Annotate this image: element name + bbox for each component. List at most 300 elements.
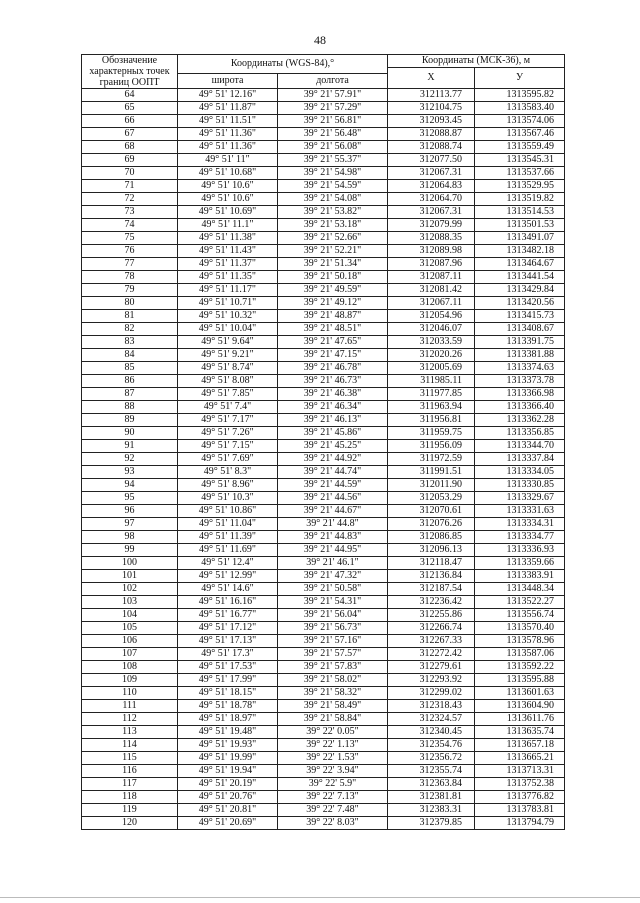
msk36-group-header: Координаты (МСК-36), м [388,55,565,68]
point-id-cell: 86 [82,375,178,388]
x-coordinate-cell: 311956.81 [388,414,475,427]
y-coordinate-cell: 1313491.07 [475,232,565,245]
x-coordinate-cell: 312324.57 [388,713,475,726]
longitude-cell: 39° 21' 53.18" [278,219,388,232]
y-coordinate-cell: 1313635.74 [475,726,565,739]
table-row [82,388,565,401]
point-id-cell: 111 [82,700,178,713]
table-row [82,544,565,557]
x-coordinate-cell: 312089.98 [388,245,475,258]
x-coordinate-cell: 312356.72 [388,752,475,765]
table-row [82,297,565,310]
x-column-header: X [388,68,475,89]
point-id-cell: 114 [82,739,178,752]
x-coordinate-cell: 312093.45 [388,115,475,128]
x-coordinate-cell: 311985.11 [388,375,475,388]
table-row [82,440,565,453]
y-coordinate-cell: 1313381.88 [475,349,565,362]
y-coordinate-cell: 1313336.93 [475,544,565,557]
x-coordinate-cell: 312054.96 [388,310,475,323]
latitude-cell: 49° 51' 20.69" [178,817,278,830]
longitude-cell: 39° 22' 8.03" [278,817,388,830]
x-coordinate-cell: 312104.75 [388,102,475,115]
y-coordinate-cell: 1313501.53 [475,219,565,232]
y-coordinate-cell: 1313331.63 [475,505,565,518]
longitude-cell: 39° 22' 7.48" [278,804,388,817]
y-coordinate-cell: 1313391.75 [475,336,565,349]
longitude-cell: 39° 21' 47.32" [278,570,388,583]
x-coordinate-cell: 312363.84 [388,778,475,791]
point-id-cell: 101 [82,570,178,583]
y-coordinate-cell: 1313374.63 [475,362,565,375]
longitude-cell: 39° 21' 45.25" [278,440,388,453]
longitude-cell: 39° 21' 56.04" [278,609,388,622]
point-id-cell: 113 [82,726,178,739]
longitude-cell: 39° 21' 54.98" [278,167,388,180]
longitude-cell: 39° 21' 48.87" [278,310,388,323]
x-coordinate-cell: 312067.11 [388,297,475,310]
x-coordinate-cell: 312236.42 [388,596,475,609]
latitude-cell: 49° 51' 7.26" [178,427,278,440]
point-id-cell: 110 [82,687,178,700]
point-id-cell: 97 [82,518,178,531]
x-coordinate-cell: 312096.13 [388,544,475,557]
table-row [82,271,565,284]
latitude-cell: 49° 51' 11" [178,154,278,167]
point-id-cell: 94 [82,479,178,492]
point-id-cell: 81 [82,310,178,323]
x-coordinate-cell: 312046.07 [388,323,475,336]
table-row [82,557,565,570]
table-row [82,219,565,232]
latitude-cell: 49° 51' 19.48" [178,726,278,739]
x-coordinate-cell: 312064.70 [388,193,475,206]
point-id-cell: 118 [82,791,178,804]
latitude-cell: 49° 51' 18.15" [178,687,278,700]
y-coordinate-cell: 1313373.78 [475,375,565,388]
point-id-cell: 108 [82,661,178,674]
y-coordinate-cell: 1313574.06 [475,115,565,128]
point-id-cell: 69 [82,154,178,167]
point-id-cell: 105 [82,622,178,635]
latitude-cell: 49° 51' 19.99" [178,752,278,765]
longitude-cell: 39° 21' 55.37" [278,154,388,167]
y-coordinate-cell: 1313545.31 [475,154,565,167]
point-id-cell: 82 [82,323,178,336]
x-coordinate-cell: 312299.02 [388,687,475,700]
latitude-cell: 49° 51' 12.16" [178,89,278,102]
x-coordinate-cell: 312088.74 [388,141,475,154]
longitude-cell: 39° 22' 7.13" [278,791,388,804]
table-row [82,141,565,154]
point-id-cell: 65 [82,102,178,115]
latitude-cell: 49° 51' 8.08" [178,375,278,388]
longitude-cell: 39° 21' 58.84" [278,713,388,726]
y-coordinate-cell: 1313776.82 [475,791,565,804]
table-row [82,245,565,258]
longitude-cell: 39° 21' 46.73" [278,375,388,388]
page-number: 48 [314,33,326,47]
y-coordinate-cell: 1313334.31 [475,518,565,531]
longitude-cell: 39° 21' 56.08" [278,141,388,154]
table-row [82,661,565,674]
x-coordinate-cell: 312255.86 [388,609,475,622]
x-coordinate-cell: 312087.11 [388,271,475,284]
latitude-cell: 49° 51' 11.1" [178,219,278,232]
latitude-cell: 49° 51' 10.68" [178,167,278,180]
x-coordinate-cell: 311959.75 [388,427,475,440]
table-row [82,583,565,596]
longitude-cell: 39° 21' 52.66" [278,232,388,245]
latitude-cell: 49° 51' 11.36" [178,128,278,141]
point-id-cell: 77 [82,258,178,271]
x-coordinate-cell: 312187.54 [388,583,475,596]
y-coordinate-cell: 1313330.85 [475,479,565,492]
table-row [82,466,565,479]
latitude-cell: 49° 51' 10.86" [178,505,278,518]
longitude-cell: 39° 21' 57.57" [278,648,388,661]
point-id-cell: 87 [82,388,178,401]
point-id-cell: 119 [82,804,178,817]
latitude-cell: 49° 51' 11.51" [178,115,278,128]
y-coordinate-cell: 1313537.66 [475,167,565,180]
longitude-cell: 39° 21' 53.82" [278,206,388,219]
longitude-cell: 39° 21' 46.38" [278,388,388,401]
point-id-cell: 120 [82,817,178,830]
longitude-cell: 39° 21' 58.32" [278,687,388,700]
x-coordinate-cell: 312088.87 [388,128,475,141]
table-row [82,570,565,583]
y-coordinate-cell: 1313514.53 [475,206,565,219]
y-coordinate-cell: 1313783.81 [475,804,565,817]
table-row [82,115,565,128]
longitude-cell: 39° 22' 5.9" [278,778,388,791]
point-column-header: Обозначение характерных точек границ ООПТ [82,55,178,89]
x-coordinate-cell: 312279.61 [388,661,475,674]
latitude-cell: 49° 51' 11.04" [178,518,278,531]
x-coordinate-cell: 312033.59 [388,336,475,349]
point-id-cell: 83 [82,336,178,349]
table-row [82,349,565,362]
wgs84-group-header: Координаты (WGS-84),° [178,55,388,74]
longitude-cell: 39° 21' 54.08" [278,193,388,206]
point-id-cell: 74 [82,219,178,232]
y-coordinate-cell: 1313601.63 [475,687,565,700]
x-coordinate-cell: 312318.43 [388,700,475,713]
latitude-cell: 49° 51' 7.17" [178,414,278,427]
latitude-cell: 49° 51' 9.21" [178,349,278,362]
point-id-cell: 80 [82,297,178,310]
y-coordinate-cell: 1313448.34 [475,583,565,596]
point-id-cell: 115 [82,752,178,765]
y-coordinate-cell: 1313657.18 [475,739,565,752]
point-id-cell: 91 [82,440,178,453]
table-row [82,609,565,622]
latitude-cell: 49° 51' 16.16" [178,596,278,609]
point-id-cell: 100 [82,557,178,570]
latitude-cell: 49° 51' 18.78" [178,700,278,713]
point-id-cell: 88 [82,401,178,414]
longitude-cell: 39° 21' 46.34" [278,401,388,414]
table-row [82,505,565,518]
longitude-cell: 39° 21' 58.02" [278,674,388,687]
y-coordinate-cell: 1313356.85 [475,427,565,440]
longitude-cell: 39° 21' 44.74" [278,466,388,479]
longitude-cell: 39° 21' 44.92" [278,453,388,466]
longitude-cell: 39° 21' 49.59" [278,284,388,297]
y-coordinate-cell: 1313337.84 [475,453,565,466]
point-id-cell: 78 [82,271,178,284]
latitude-cell: 49° 51' 12.99" [178,570,278,583]
latitude-cell: 49° 51' 7.85" [178,388,278,401]
point-id-cell: 93 [82,466,178,479]
latitude-cell: 49° 51' 8.96" [178,479,278,492]
y-coordinate-cell: 1313665.21 [475,752,565,765]
latitude-cell: 49° 51' 11.17" [178,284,278,297]
latitude-cell: 49° 51' 8.3" [178,466,278,479]
table-row [82,128,565,141]
y-coordinate-cell: 1313334.77 [475,531,565,544]
y-coordinate-cell: 1313383.91 [475,570,565,583]
latitude-cell: 49° 51' 17.12" [178,622,278,635]
point-id-cell: 70 [82,167,178,180]
table-row [82,700,565,713]
point-id-cell: 103 [82,596,178,609]
longitude-cell: 39° 21' 56.81" [278,115,388,128]
y-coordinate-cell: 1313583.40 [475,102,565,115]
longitude-cell: 39° 21' 44.59" [278,479,388,492]
latitude-cell: 49° 51' 10.6" [178,193,278,206]
point-id-cell: 76 [82,245,178,258]
x-coordinate-cell: 312070.61 [388,505,475,518]
point-id-cell: 106 [82,635,178,648]
point-id-cell: 112 [82,713,178,726]
x-coordinate-cell: 312067.31 [388,206,475,219]
latitude-cell: 49° 51' 11.39" [178,531,278,544]
point-id-cell: 116 [82,765,178,778]
table-row [82,375,565,388]
point-id-cell: 71 [82,180,178,193]
point-id-cell: 64 [82,89,178,102]
y-coordinate-cell: 1313595.88 [475,674,565,687]
latitude-cell: 49° 51' 11.43" [178,245,278,258]
y-coordinate-cell: 1313441.54 [475,271,565,284]
longitude-cell: 39° 22' 3.94" [278,765,388,778]
table-row [82,206,565,219]
table-row [82,362,565,375]
x-coordinate-cell: 312087.96 [388,258,475,271]
x-coordinate-cell: 312118.47 [388,557,475,570]
y-coordinate-cell: 1313604.90 [475,700,565,713]
table-row [82,518,565,531]
x-coordinate-cell: 311963.94 [388,401,475,414]
table-row [82,778,565,791]
table-row [82,596,565,609]
table-row [82,635,565,648]
coordinates-table [81,54,565,830]
point-id-cell: 107 [82,648,178,661]
latitude-cell: 49° 51' 7.15" [178,440,278,453]
latitude-cell: 49° 51' 17.13" [178,635,278,648]
longitude-cell: 39° 21' 46.13" [278,414,388,427]
x-coordinate-cell: 312077.50 [388,154,475,167]
longitude-cell: 39° 21' 49.12" [278,297,388,310]
table-row [82,102,565,115]
y-coordinate-cell: 1313362.28 [475,414,565,427]
table-row [82,739,565,752]
longitude-cell: 39° 21' 57.16" [278,635,388,648]
x-coordinate-cell: 312266.74 [388,622,475,635]
latitude-cell: 49° 51' 10.3" [178,492,278,505]
latitude-cell: 49° 51' 7.4" [178,401,278,414]
longitude-cell: 39° 21' 52.21" [278,245,388,258]
y-coordinate-cell: 1313359.66 [475,557,565,570]
latitude-column-header: широта [178,74,278,89]
y-coordinate-cell: 1313595.82 [475,89,565,102]
x-coordinate-cell: 312005.69 [388,362,475,375]
point-id-cell: 90 [82,427,178,440]
longitude-cell: 39° 21' 44.56" [278,492,388,505]
latitude-cell: 49° 51' 20.19" [178,778,278,791]
y-coordinate-cell: 1313567.46 [475,128,565,141]
x-coordinate-cell: 312067.31 [388,167,475,180]
point-id-cell: 95 [82,492,178,505]
latitude-cell: 49° 51' 10.69" [178,206,278,219]
point-id-cell: 104 [82,609,178,622]
point-id-cell: 84 [82,349,178,362]
latitude-cell: 49° 51' 19.93" [178,739,278,752]
longitude-cell: 39° 21' 57.29" [278,102,388,115]
table-row [82,427,565,440]
point-id-cell: 85 [82,362,178,375]
table-row [82,401,565,414]
point-id-cell: 117 [82,778,178,791]
y-coordinate-cell: 1313344.70 [475,440,565,453]
table-row [82,336,565,349]
x-coordinate-cell: 312340.45 [388,726,475,739]
point-id-cell: 73 [82,206,178,219]
longitude-cell: 39° 21' 51.34" [278,258,388,271]
table-row [82,752,565,765]
x-coordinate-cell: 311991.51 [388,466,475,479]
x-coordinate-cell: 312272.42 [388,648,475,661]
y-coordinate-cell: 1313587.06 [475,648,565,661]
x-coordinate-cell: 312011.90 [388,479,475,492]
table-row [82,180,565,193]
point-id-cell: 79 [82,284,178,297]
latitude-cell: 49° 51' 11.69" [178,544,278,557]
point-id-cell: 109 [82,674,178,687]
x-coordinate-cell: 311977.85 [388,388,475,401]
latitude-cell: 49° 51' 20.81" [178,804,278,817]
x-coordinate-cell: 312053.29 [388,492,475,505]
x-coordinate-cell: 312081.42 [388,284,475,297]
longitude-cell: 39° 21' 56.48" [278,128,388,141]
longitude-cell: 39° 21' 54.59" [278,180,388,193]
latitude-cell: 49° 51' 18.97" [178,713,278,726]
y-coordinate-cell: 1313578.96 [475,635,565,648]
y-coordinate-cell: 1313611.76 [475,713,565,726]
y-coordinate-cell: 1313415.73 [475,310,565,323]
y-coordinate-cell: 1313429.84 [475,284,565,297]
y-coordinate-cell: 1313794.79 [475,817,565,830]
latitude-cell: 49° 51' 20.76" [178,791,278,804]
longitude-cell: 39° 21' 54.31" [278,596,388,609]
latitude-cell: 49° 51' 17.99" [178,674,278,687]
y-coordinate-cell: 1313556.74 [475,609,565,622]
latitude-cell: 49° 51' 11.87" [178,102,278,115]
latitude-cell: 49° 51' 10.32" [178,310,278,323]
y-coordinate-cell: 1313482.18 [475,245,565,258]
table-row [82,492,565,505]
table-row [82,817,565,830]
longitude-cell: 39° 21' 47.15" [278,349,388,362]
y-coordinate-cell: 1313519.82 [475,193,565,206]
latitude-cell: 49° 51' 12.4" [178,557,278,570]
longitude-cell: 39° 21' 58.49" [278,700,388,713]
latitude-cell: 49° 51' 17.53" [178,661,278,674]
x-coordinate-cell: 312267.33 [388,635,475,648]
table-row [82,258,565,271]
latitude-cell: 49° 51' 19.94" [178,765,278,778]
y-coordinate-cell: 1313713.31 [475,765,565,778]
point-id-cell: 96 [82,505,178,518]
point-id-cell: 102 [82,583,178,596]
longitude-cell: 39° 21' 57.83" [278,661,388,674]
longitude-cell: 39° 21' 44.95" [278,544,388,557]
table-row [82,765,565,778]
x-coordinate-cell: 312079.99 [388,219,475,232]
point-id-cell: 68 [82,141,178,154]
latitude-cell: 49° 51' 16.77" [178,609,278,622]
table-row [82,791,565,804]
table-row [82,154,565,167]
longitude-cell: 39° 21' 44.67" [278,505,388,518]
point-id-cell: 72 [82,193,178,206]
table-body [82,89,565,830]
table-row [82,323,565,336]
y-coordinate-cell: 1313529.95 [475,180,565,193]
longitude-cell: 39° 21' 48.51" [278,323,388,336]
x-coordinate-cell: 312354.76 [388,739,475,752]
latitude-cell: 49° 51' 8.74" [178,362,278,375]
x-coordinate-cell: 311972.59 [388,453,475,466]
longitude-cell: 39° 21' 44.8" [278,518,388,531]
table-row [82,674,565,687]
y-coordinate-cell: 1313592.22 [475,661,565,674]
x-coordinate-cell: 312355.74 [388,765,475,778]
x-coordinate-cell: 312113.77 [388,89,475,102]
longitude-cell: 39° 21' 50.18" [278,271,388,284]
table-row [82,414,565,427]
longitude-cell: 39° 22' 1.53" [278,752,388,765]
y-column-header: У [475,68,565,89]
x-coordinate-cell: 312379.85 [388,817,475,830]
latitude-cell: 49° 51' 9.64" [178,336,278,349]
longitude-cell: 39° 21' 46.1" [278,557,388,570]
longitude-column-header: долгота [278,74,388,89]
y-coordinate-cell: 1313329.67 [475,492,565,505]
latitude-cell: 49° 51' 11.37" [178,258,278,271]
longitude-cell: 39° 22' 0.05" [278,726,388,739]
x-coordinate-cell: 312086.85 [388,531,475,544]
point-id-cell: 98 [82,531,178,544]
table-row [82,648,565,661]
latitude-cell: 49° 51' 14.6" [178,583,278,596]
y-coordinate-cell: 1313334.05 [475,466,565,479]
table-row [82,167,565,180]
x-coordinate-cell: 312020.26 [388,349,475,362]
